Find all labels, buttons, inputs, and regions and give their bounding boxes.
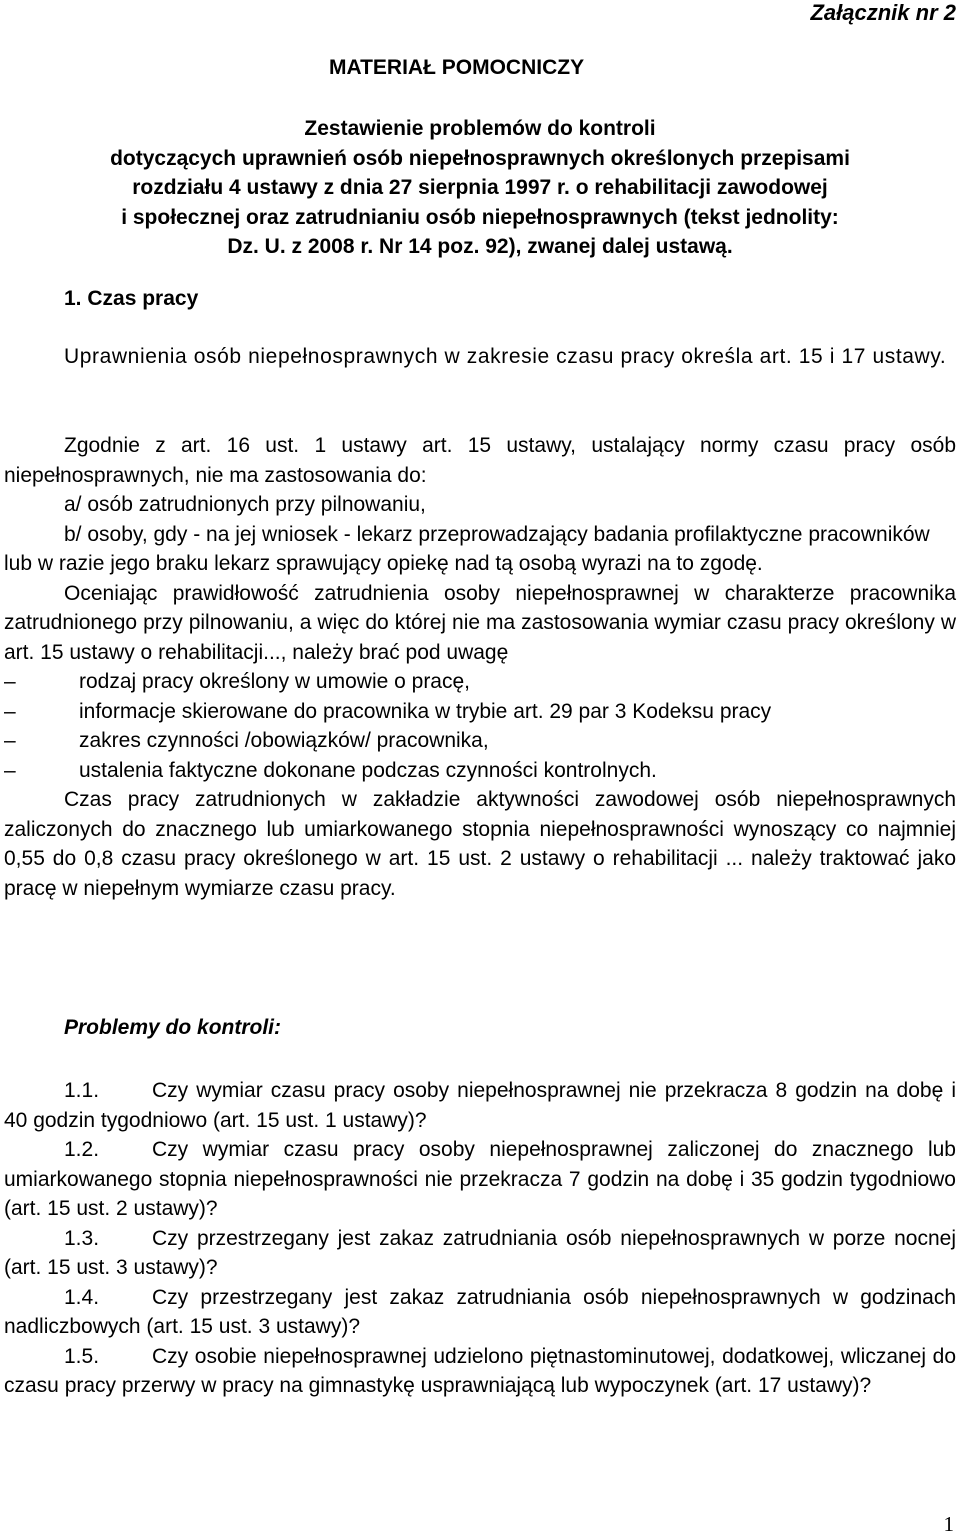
dash-bullet-icon: – xyxy=(4,699,16,723)
intro-block xyxy=(4,342,956,372)
considerations-list xyxy=(4,667,956,785)
title-line: i społecznej oraz zatrudnianiu osób niepełnosprawnych (tekst jednolity: xyxy=(121,205,839,229)
question-text: Czy osobie niepełnosprawnej udzielono piętnastominutowej, dodatkowej, wliczanej do czasu pracy przerwy w pracy na gimnastykę usprawniającą lub wypoczynek (art. 17 ustawy)? xyxy=(4,1344,956,1397)
title-line: dotyczących uprawnień osób niepełnosprawnych określonych przepisami xyxy=(110,146,850,170)
dash-bullet-icon: – xyxy=(4,758,16,782)
dash-bullet-icon: – xyxy=(4,729,16,752)
document-title xyxy=(0,114,960,262)
exemption-list xyxy=(4,490,956,579)
question-text: Czy przestrzegany jest zakaz zatrudniania osób niepełnosprawnych w porze nocnej (art. 15 ust. 3 ustawy)? xyxy=(4,1226,956,1279)
dash-bullet-icon: – xyxy=(4,670,16,693)
question-number: 1.1. xyxy=(64,1079,100,1102)
question-text: Czy wymiar czasu pracy osoby niepełnosprawnej nie przekracza 8 godzin na dobę i 40 godzin tygodniowo (art. 15 ust. 1 ustawy)? xyxy=(4,1079,956,1132)
list-item xyxy=(4,667,956,697)
exemption-item: b/ osoby, gdy - na jej wniosek - lekarz przeprowadzający badania profilaktyczne pracowników lub w razie jego braku lekarz sprawujący opiekę nad tą osobą wyrazi na to zgodę. xyxy=(4,522,930,575)
list-item xyxy=(4,697,956,727)
question-item xyxy=(4,1342,956,1401)
list-item-text: ustalenia faktyczne dokonane podczas czynności kontrolnych. xyxy=(79,758,657,782)
list-item xyxy=(4,756,956,786)
annex-label: Załącznik nr 2 xyxy=(810,0,956,25)
title-line: Dz. U. z 2008 r. Nr 14 poz. 92), zwanej dalej ustawą. xyxy=(227,235,733,258)
part-time-paragraph: Czas pracy zatrudnionych w zakładzie aktywności zawodowej osób niepełnosprawnych zaliczonych do znacznego lub umiarkowanego stopnia niepełnosprawności wynoszący co najmniej 0,55 do 0,8 czasu pracy określonego w art. 15 ust. 2 ustawy o rehabilitacji ... należy traktować jako pracę w niepełnym wymiarze czasu pracy. xyxy=(4,788,956,900)
list-item xyxy=(4,726,956,756)
title-line: Zestawienie problemów do kontroli xyxy=(304,117,656,140)
list-item-text: rodzaj pracy określony w umowie o pracę, xyxy=(79,670,471,693)
section-heading: 1. Czas pracy xyxy=(64,287,199,310)
material-heading: MATERIAŁ POMOCNICZY xyxy=(329,56,585,79)
question-item xyxy=(4,1224,956,1283)
question-number: 1.2. xyxy=(64,1138,100,1161)
problems-heading: Problemy do kontroli: xyxy=(64,1016,282,1039)
art16-paragraph: Zgodnie z art. 16 ust. 1 ustawy art. 15 ustawy, ustalający normy czasu pracy osób niepełnosprawnych, nie ma zastosowania do: xyxy=(4,434,956,487)
question-item xyxy=(4,1283,956,1342)
list-item-text: informacje skierowane do pracownika w trybie art. 29 par 3 Kodeksu pracy xyxy=(79,699,772,723)
question-item xyxy=(4,1076,956,1135)
page-number: 1 xyxy=(943,1512,954,1536)
title-line: rozdziału 4 ustawy z dnia 27 sierpnia 1997 r. o rehabilitacji zawodowej xyxy=(132,176,828,199)
assessment-paragraph: Oceniając prawidłowość zatrudnienia osoby niepełnosprawnej w charakterze pracownika zatrudnionego przy pilnowaniu, a więc do której nie ma zastosowania wymiar czasu pracy określony w art. 15 ustawy o rehabilitacji..., należy brać pod uwagę xyxy=(4,581,956,664)
question-number: 1.4. xyxy=(64,1285,100,1309)
list-item-text: zakres czynności /obowiązków/ pracownika, xyxy=(79,729,489,752)
main-body xyxy=(4,431,956,903)
intro-paragraph: Uprawnienia osób niepełnosprawnych w zakresie czasu pracy określa art. 15 i 17 ustawy. xyxy=(64,345,947,368)
exemption-item: a/ osób zatrudnionych przy pilnowaniu, xyxy=(64,493,426,516)
questions-list xyxy=(4,1076,956,1401)
question-text: Czy przestrzegany jest zakaz zatrudniania osób niepełnosprawnych w godzinach nadliczbowych (art. 15 ust. 3 ustawy)? xyxy=(4,1285,956,1338)
question-item xyxy=(4,1135,956,1224)
question-number: 1.5. xyxy=(64,1344,100,1368)
question-text: Czy wymiar czasu pracy osoby niepełnosprawnej zaliczonej do znacznego lub umiarkowanego stopnia niepełnosprawności nie przekracza 7 godzin na dobę i 35 godzin tygodniowo (art. 15 ust. 2 ustawy)? xyxy=(4,1138,956,1220)
question-number: 1.3. xyxy=(64,1226,100,1250)
